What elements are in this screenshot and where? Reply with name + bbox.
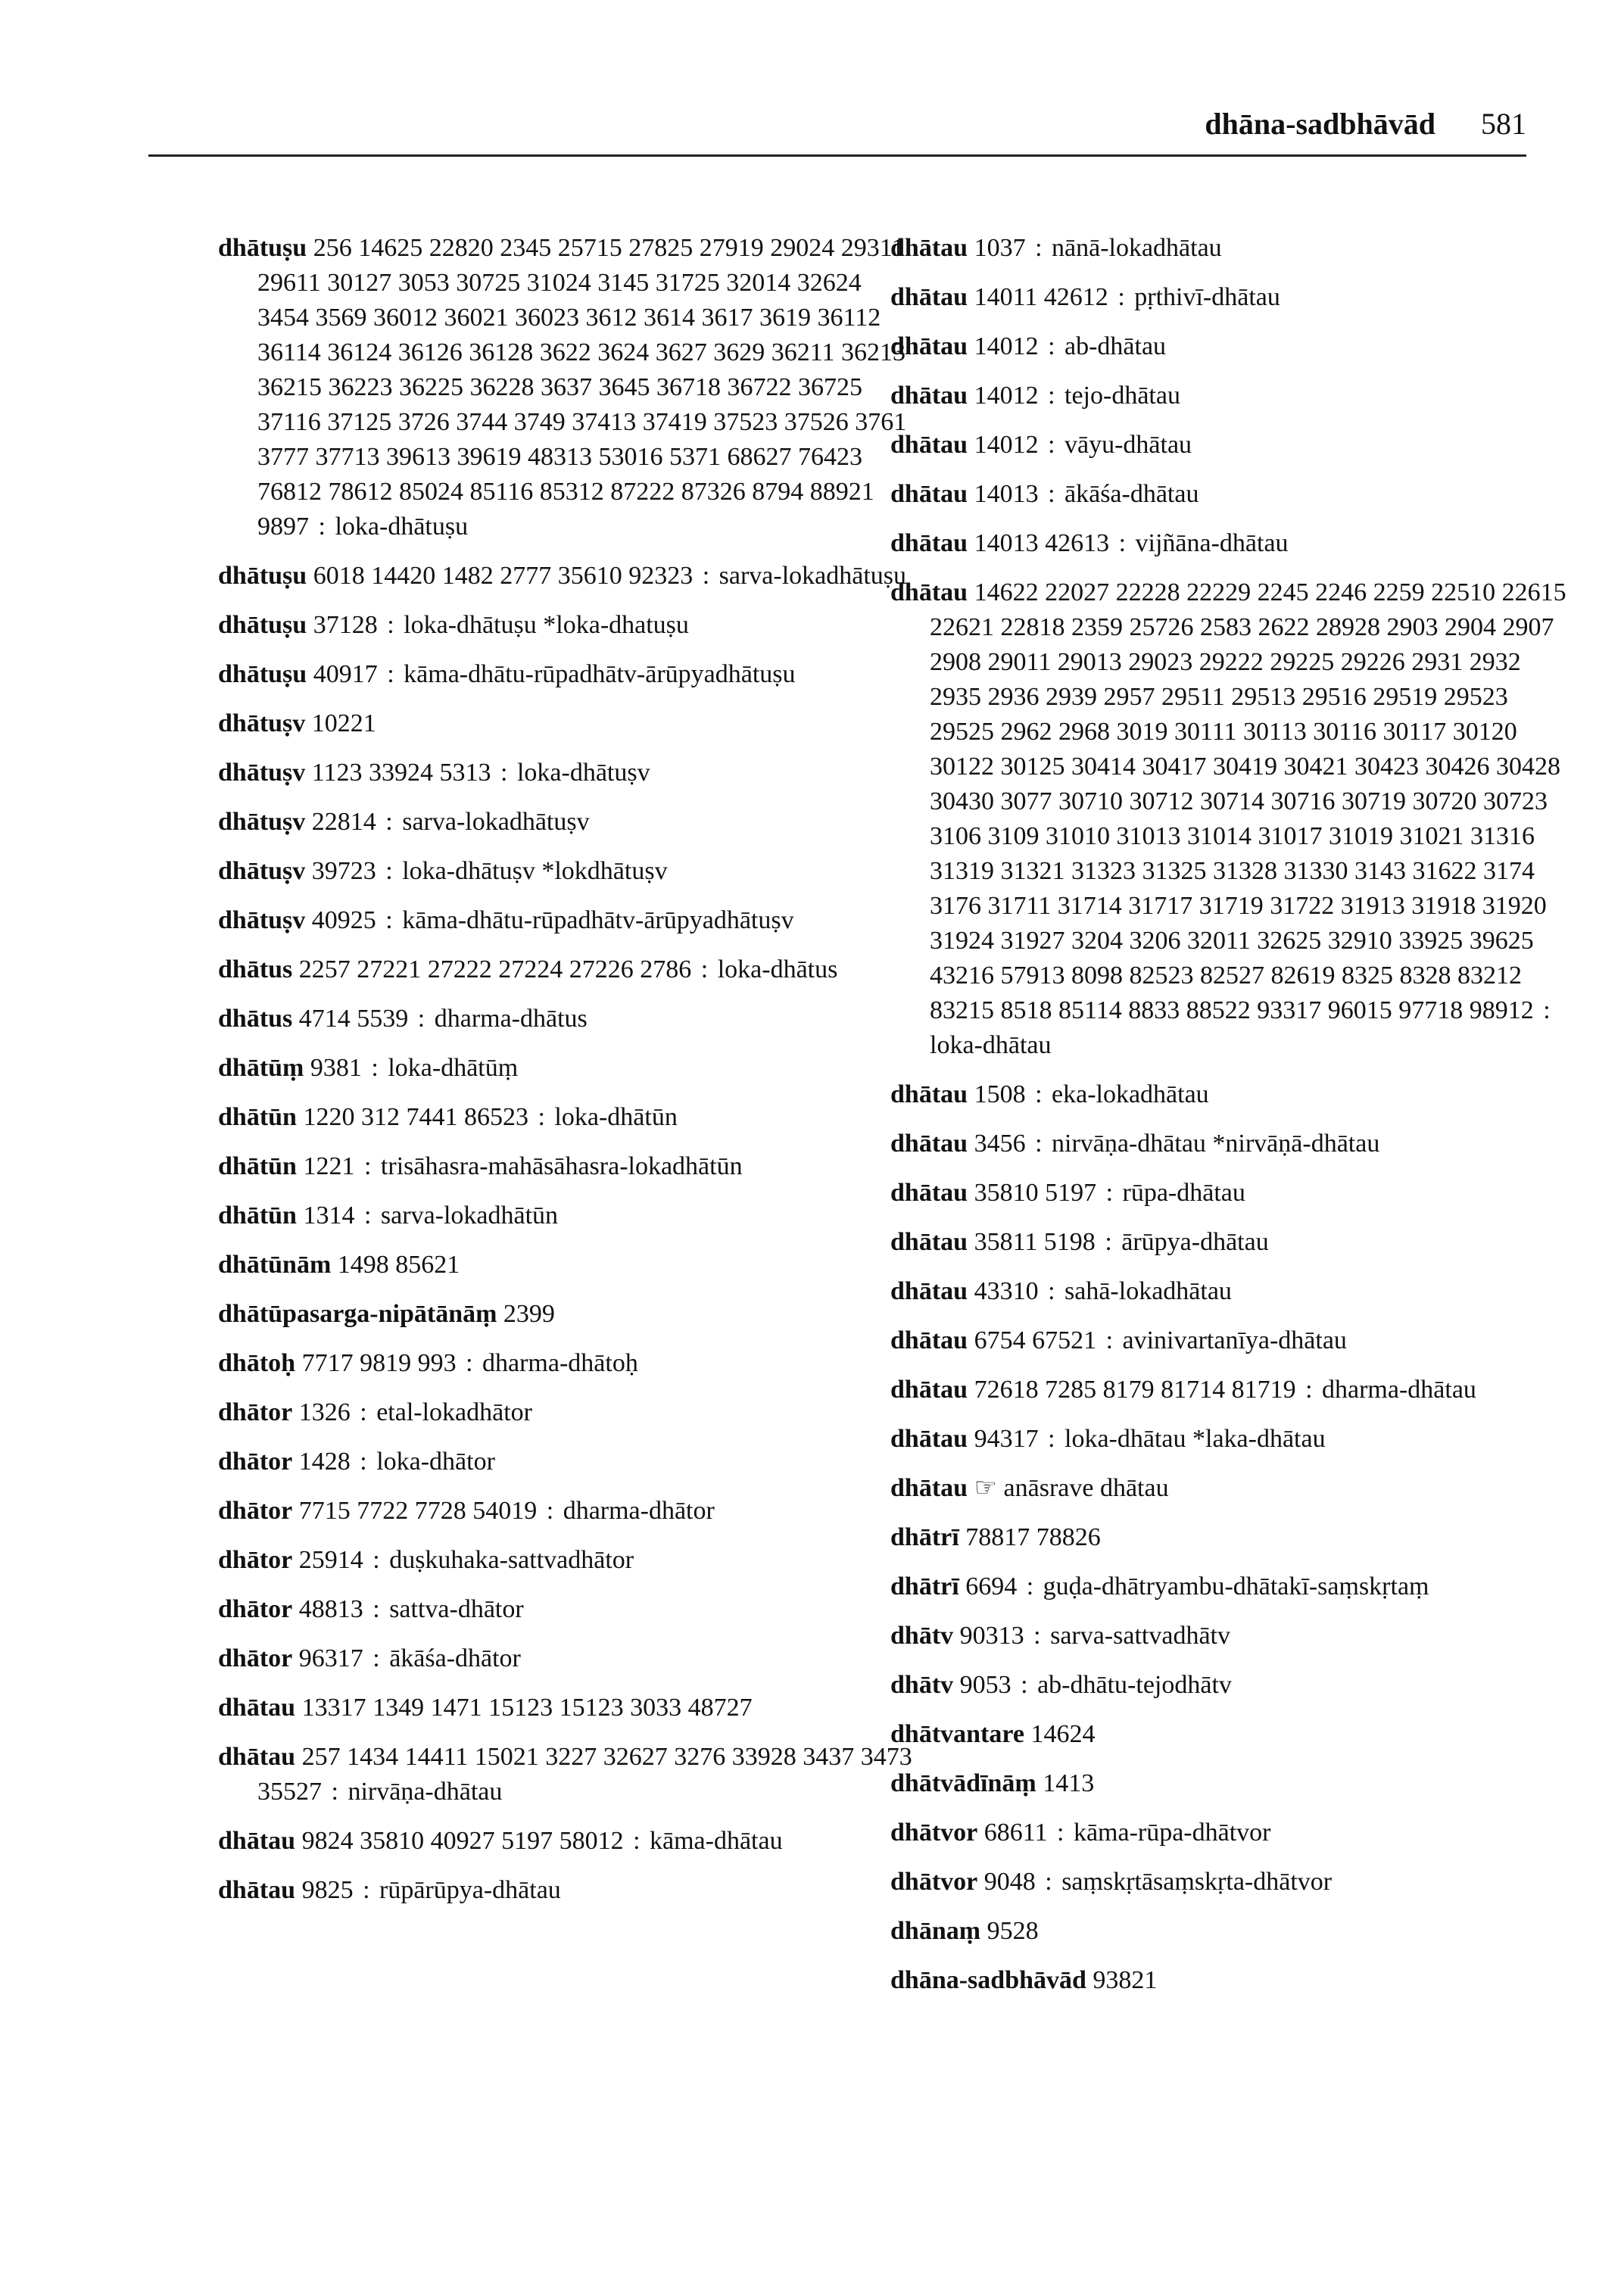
gloss-separator: :: [1027, 1622, 1048, 1650]
reference-list: 257 1434 14411 15021 3227 32627 3276 33928 3437 3473 35527: [257, 1743, 912, 1806]
gloss-text: vāyu-dhātau: [1064, 431, 1192, 459]
index-entry: [218, 854, 915, 889]
headword: dhātuṣu: [218, 562, 307, 590]
reference-list: 35810 5197: [974, 1179, 1097, 1207]
headword: dhātau: [218, 1876, 296, 1904]
gloss-separator: :: [357, 1152, 378, 1180]
reference-list: 9053: [959, 1671, 1011, 1699]
reference-list: 90313: [959, 1622, 1024, 1650]
index-entry: [890, 1766, 1572, 1801]
gloss-separator: :: [540, 1497, 560, 1525]
gloss-text: loka-dhātuṣv *lokdhātuṣv: [402, 857, 668, 885]
headword: dhātūn: [218, 1202, 297, 1230]
reference-list: 6018 14420 1482 2777 35610 92323: [313, 562, 694, 590]
gloss-separator: :: [626, 1827, 647, 1855]
index-entry: [218, 1297, 915, 1332]
gloss-text: loka-dhātau *laka-dhātau: [1064, 1425, 1326, 1453]
gloss-separator: :: [380, 611, 401, 639]
gloss-text: loka-dhātuṣu *loka-dhatuṣu: [404, 611, 689, 639]
headword: dhātau: [890, 1376, 968, 1404]
index-entry: [890, 1914, 1572, 1949]
headword: dhātau: [890, 1130, 968, 1158]
index-entry: [218, 1100, 915, 1135]
headword: dhātvor: [890, 1868, 978, 1896]
reference-list: 37128: [313, 611, 378, 639]
index-entry: [890, 231, 1572, 266]
headword: dhātau: [890, 1179, 968, 1207]
reference-list: 9381: [310, 1054, 362, 1082]
index-entry: [218, 1346, 915, 1381]
index-column-right: [890, 231, 1572, 2012]
headword: dhātor: [218, 1546, 293, 1574]
headword: dhātau: [890, 480, 968, 508]
reference-list: 10221: [311, 709, 376, 737]
gloss-text: sarva-lokadhātūn: [380, 1202, 559, 1230]
gloss-text: sarva-lokadhātuṣu: [718, 562, 907, 590]
gloss-text: kāma-dhātau: [650, 1827, 783, 1855]
reference-list: 94317: [974, 1425, 1039, 1453]
reference-list: 14012: [974, 431, 1039, 459]
headword: dhātuṣu: [218, 234, 307, 262]
headword: dhātuṣv: [218, 808, 306, 836]
reference-list: 1037: [974, 234, 1026, 262]
reference-list: 256 14625 22820 2345 25715 27825 27919 29024 29311 29611 30127 3053 30725 31024 3145 31725 32014 32624 3454 3569 36012 36021 36023 3612 3614 3617 3619 36112 36114 36124 36126 36128 3622 3624 3627 3629 36211 36213 36215 36223 36225 36228 3637 3645 36718 36722 36725 37116 37125 3726 3744 3749 37413 37419 37523 37526 3761 3777 37713 39613 39619 48313 53016 5371 68627 76423 76812 78612 85024 85116 85312 87222 87326 8794 88921 9897: [257, 234, 907, 541]
reference-list: 9824 35810 40927 5197 58012: [301, 1827, 624, 1855]
gloss-separator: :: [1028, 234, 1049, 262]
reference-list: 40917: [313, 660, 378, 688]
running-header: [148, 106, 1526, 157]
headword: dhātvor: [890, 1819, 978, 1847]
headword: dhātrī: [890, 1572, 959, 1601]
index-entry: [890, 1816, 1572, 1850]
reference-list: 35811 5198: [974, 1228, 1096, 1256]
headword: dhātau: [890, 1277, 968, 1305]
index-entry: [890, 1176, 1572, 1211]
index-entry: [890, 1865, 1572, 1900]
reference-list: 1508: [974, 1080, 1026, 1108]
index-entry: [218, 608, 915, 643]
gloss-text: ākāśa-dhātor: [389, 1644, 521, 1672]
index-column-left: [218, 231, 915, 1922]
gloss-text: rūpa-dhātau: [1122, 1179, 1245, 1207]
reference-list: 14012: [974, 382, 1039, 410]
gloss-text: loka-dhātūṃ: [388, 1054, 519, 1082]
index-entry: [218, 952, 915, 987]
gloss-text: kāma-dhātu-rūpadhātv-ārūpyadhātuṣv: [402, 906, 794, 934]
gloss-text: saṃskṛtāsaṃskṛta-dhātvor: [1061, 1868, 1333, 1896]
reference-list: 43310: [974, 1277, 1039, 1305]
index-entry: [890, 1422, 1572, 1457]
gloss-text: dharma-dhātoḥ: [482, 1349, 638, 1377]
gloss-text: avinivartanīya-dhātau: [1122, 1326, 1347, 1354]
gloss-text: ārūpya-dhātau: [1121, 1228, 1269, 1256]
index-entry: [890, 477, 1572, 512]
gloss-separator: :: [1041, 1425, 1062, 1453]
gloss-separator: :: [494, 759, 514, 787]
gloss-separator: :: [366, 1546, 387, 1574]
gloss-separator: :: [353, 1398, 374, 1426]
headword: dhātau: [890, 332, 968, 360]
index-entry: [890, 1668, 1572, 1703]
gloss-separator: :: [1099, 1326, 1120, 1354]
reference-list: 68611: [983, 1819, 1048, 1847]
reference-list: 25914: [298, 1546, 363, 1574]
reference-list: 1314: [303, 1202, 355, 1230]
gloss-separator: :: [1111, 283, 1132, 311]
gloss-text: dharma-dhātor: [563, 1497, 715, 1525]
index-entry: [218, 1543, 915, 1578]
gloss-text: loka-dhātuṣv: [516, 759, 650, 787]
reference-list: 14013 42613: [974, 529, 1110, 557]
headword: dhātūn: [218, 1152, 297, 1180]
index-entry: [218, 805, 915, 840]
index-entry: [218, 756, 915, 790]
headword: dhātor: [218, 1644, 293, 1672]
headword: dhātūṃ: [218, 1054, 304, 1082]
headword: dhātuṣu: [218, 660, 307, 688]
index-entry: [890, 575, 1572, 1063]
gloss-separator: :: [531, 1103, 552, 1131]
index-entry: [218, 706, 915, 741]
headword: dhātoḥ: [218, 1349, 296, 1377]
headword: dhātau: [890, 1425, 968, 1453]
reference-list: 6694: [965, 1572, 1018, 1601]
reference-list: 96317: [298, 1644, 363, 1672]
index-entry: [218, 1395, 915, 1430]
reference-list: 9528: [987, 1917, 1039, 1945]
headword: dhātor: [218, 1497, 293, 1525]
index-entry: [890, 329, 1572, 364]
headword: dhātau: [890, 382, 968, 410]
index-entry: [890, 1520, 1572, 1555]
gloss-separator: :: [1020, 1572, 1040, 1601]
gloss-text: ākāśa-dhātau: [1064, 480, 1199, 508]
index-entry: [218, 231, 915, 544]
gloss-separator: :: [1041, 332, 1062, 360]
index-entry: [218, 1873, 915, 1908]
index-entry: [890, 428, 1572, 463]
headword: dhātus: [218, 955, 293, 983]
reference-list: 72618 7285 8179 81714 81719: [974, 1376, 1296, 1404]
headword: dhātūpasarga-nipātānāṃ: [218, 1300, 497, 1328]
reference-list: 48813: [298, 1595, 363, 1623]
reference-list: 1428: [298, 1448, 351, 1476]
reference-list: 93821: [1093, 1966, 1158, 1994]
gloss-text: dharma-dhātus: [434, 1005, 588, 1033]
reference-list: 1220 312 7441 86523: [303, 1103, 528, 1131]
headword: dhātuṣv: [218, 906, 306, 934]
index-entry: [890, 1619, 1572, 1653]
index-entry: [218, 1641, 915, 1676]
headword: dhātūnām: [218, 1251, 332, 1279]
headword: dhātor: [218, 1398, 293, 1426]
reference-list: 9825: [301, 1876, 354, 1904]
index-entry: [890, 1127, 1572, 1161]
gloss-text: loka-dhātau: [930, 1031, 1052, 1059]
gloss-separator: :: [1041, 1277, 1062, 1305]
gloss-separator: :: [694, 955, 715, 983]
index-entry: [218, 1248, 915, 1283]
gloss-separator: :: [1050, 1819, 1071, 1847]
gloss-text: rūpārūpya-dhātau: [379, 1876, 561, 1904]
gloss-text: guḍa-dhātryambu-dhātakī-saṃskṛtaṃ: [1043, 1572, 1429, 1601]
gloss-text: eka-lokadhātau: [1052, 1080, 1209, 1108]
gloss-text: sarva-sattvadhātv: [1050, 1622, 1230, 1650]
gloss-separator: :: [379, 857, 400, 885]
index-entry: [218, 1002, 915, 1036]
headword: dhātus: [218, 1005, 293, 1033]
gloss-text: loka-dhātor: [376, 1448, 495, 1476]
headword: dhātv: [890, 1671, 954, 1699]
gloss-text: nirvāṇa-dhātau: [348, 1778, 503, 1806]
reference-list: 6754 67521: [974, 1326, 1097, 1354]
gloss-separator: :: [411, 1005, 432, 1033]
reference-list: 40925: [311, 906, 376, 934]
headword: dhātau: [890, 431, 968, 459]
gloss-separator: :: [1038, 1868, 1059, 1896]
reference-list: ☞ anāsrave dhātau: [974, 1474, 1169, 1502]
gloss-separator: :: [380, 660, 401, 688]
gloss-separator: :: [1028, 1130, 1049, 1158]
reference-list: 7717 9819 993: [301, 1349, 457, 1377]
gloss-separator: :: [312, 513, 332, 541]
headword: dhātau: [890, 529, 968, 557]
gloss-separator: :: [459, 1349, 480, 1377]
gloss-text: loka-dhātus: [717, 955, 838, 983]
headword: dhātūn: [218, 1103, 297, 1131]
index-entry: [218, 657, 915, 692]
gloss-separator: :: [696, 562, 716, 590]
headword: dhātuṣv: [218, 759, 306, 787]
index-entry: [890, 1323, 1572, 1358]
index-entry: [218, 1445, 915, 1479]
gloss-separator: :: [1098, 1228, 1119, 1256]
gloss-separator: :: [1298, 1376, 1320, 1404]
index-entry: [890, 280, 1572, 315]
headword: dhātau: [890, 283, 968, 311]
reference-list: 1413: [1043, 1769, 1095, 1797]
gloss-separator: :: [379, 906, 400, 934]
gloss-text: kāma-dhātu-rūpadhātv-ārūpyadhātuṣu: [404, 660, 796, 688]
index-entry: [218, 1740, 915, 1809]
index-entry: [218, 559, 915, 594]
gloss-separator: :: [366, 1595, 387, 1623]
headword: dhātau: [218, 1827, 296, 1855]
reference-list: 78817 78826: [965, 1523, 1101, 1551]
reference-list: 1123 33924 5313: [311, 759, 491, 787]
headword: dhātau: [218, 1694, 296, 1722]
gloss-text: loka-dhātuṣu: [335, 513, 469, 541]
index-entry: [218, 1592, 915, 1627]
reference-list: 1221: [303, 1152, 355, 1180]
gloss-separator: :: [364, 1054, 385, 1082]
reference-list: 1498 85621: [337, 1251, 460, 1279]
gloss-separator: :: [353, 1448, 374, 1476]
running-head-title: dhāna-sadbhāvād: [1205, 107, 1435, 141]
reference-list: 1326: [298, 1398, 351, 1426]
gloss-text: ab-dhātu-tejodhātv: [1037, 1671, 1232, 1699]
headword: dhātor: [218, 1595, 293, 1623]
index-entry: [890, 526, 1572, 561]
page-number: 581: [1481, 107, 1526, 141]
index-entry: [218, 1494, 915, 1529]
gloss-text: ab-dhātau: [1064, 332, 1167, 360]
headword: dhātau: [890, 1474, 968, 1502]
headword: dhāna-sadbhāvād: [890, 1966, 1086, 1994]
reference-list: 14012: [974, 332, 1039, 360]
gloss-separator: :: [1041, 431, 1062, 459]
headword: dhātau: [890, 578, 968, 606]
headword: dhātor: [218, 1448, 293, 1476]
reference-list: 39723: [311, 857, 376, 885]
gloss-separator: :: [1041, 382, 1062, 410]
reference-list: 14011 42612: [974, 283, 1108, 311]
gloss-text: tejo-dhātau: [1064, 382, 1180, 410]
index-entry: [890, 1373, 1572, 1407]
index-entry: [218, 1149, 915, 1184]
gloss-separator: :: [366, 1644, 387, 1672]
gloss-separator: :: [1536, 996, 1551, 1024]
gloss-text: nānā-lokadhātau: [1052, 234, 1222, 262]
gloss-text: sahā-lokadhātau: [1064, 1277, 1232, 1305]
reference-list: 2257 27221 27222 27224 27226 2786: [298, 955, 692, 983]
index-entry: [890, 1077, 1572, 1112]
gloss-text: sarva-lokadhātuṣv: [402, 808, 590, 836]
reference-list: 22814: [311, 808, 376, 836]
reference-list: 2399: [503, 1300, 555, 1328]
headword: dhātuṣv: [218, 709, 306, 737]
gloss-text: loka-dhātūn: [554, 1103, 678, 1131]
reference-list: 13317 1349 1471 15123 15123 3033 48727: [301, 1694, 753, 1722]
index-entry: [890, 1963, 1572, 1998]
headword: dhātuṣv: [218, 857, 306, 885]
gloss-text: sattva-dhātor: [389, 1595, 524, 1623]
gloss-separator: :: [1014, 1671, 1035, 1699]
headword: dhātv: [890, 1622, 954, 1650]
gloss-text: trisāhasra-mahāsāhasra-lokadhātūn: [380, 1152, 743, 1180]
gloss-separator: :: [1099, 1179, 1120, 1207]
gloss-text: pṛthivī-dhātau: [1134, 283, 1280, 311]
gloss-separator: :: [325, 1778, 345, 1806]
gloss-separator: :: [379, 808, 400, 836]
reference-list: 4714 5539: [298, 1005, 409, 1033]
headword: dhātuṣu: [218, 611, 307, 639]
gloss-text: duṣkuhaka-sattvadhātor: [389, 1546, 634, 1574]
gloss-separator: :: [1041, 480, 1062, 508]
reference-list: 14013: [974, 480, 1039, 508]
index-entry: [218, 903, 915, 938]
headword: dhātvādīnāṃ: [890, 1769, 1036, 1797]
gloss-separator: :: [356, 1876, 377, 1904]
gloss-text: dharma-dhātau: [1322, 1376, 1476, 1404]
index-entry: [890, 1225, 1572, 1260]
headword: dhātau: [890, 1080, 968, 1108]
reference-list: 14624: [1030, 1720, 1096, 1748]
headword: dhātrī: [890, 1523, 959, 1551]
headword: dhātvantare: [890, 1720, 1024, 1748]
index-entry: [218, 1691, 915, 1725]
index-entry: [890, 1717, 1572, 1752]
gloss-separator: :: [1028, 1080, 1049, 1108]
gloss-text: vijñāna-dhātau: [1135, 529, 1289, 557]
headword: dhātau: [890, 234, 968, 262]
index-entry: [890, 1569, 1572, 1604]
index-entry: [890, 379, 1572, 413]
gloss-text: kāma-rūpa-dhātvor: [1073, 1819, 1271, 1847]
gloss-text: etal-lokadhātor: [376, 1398, 532, 1426]
reference-list: 3456: [974, 1130, 1026, 1158]
index-entry: [218, 1824, 915, 1859]
gloss-separator: :: [1112, 529, 1133, 557]
reference-list: 14622 22027 22228 22229 2245 2246 2259 22510 22615 22621 22818 2359 25726 2583 2622 28928 2903 2904 2907 2908 29011 29013 29023 29222 29225 29226 2931 2932 2935 2936 2939 2957 29511 29513 29516 29519 29523 29525 2962 2968 3019 30111 30113 30116 30117 30120 30122 30125 30414 30417 30419 30421 30423 30426 30428 30430 3077 30710 30712 30714 30716 30719 30720 30723 3106 3109 31010 31013 31014 31017 31019 31021 31316 31319 31321 31323 31325 31328 31330 3143 31622 3174 3176 31711 31714 31717 31719 31722 31913 31918 31920 31924 31927 3204 3206 32011 32625 32910 33925 39625 43216 57913 8098 82523 82527 82619 8325 8328 83212 83215 8518 85114 8833 88522 93317 96015 97718 98912: [930, 578, 1566, 1024]
index-entry: [890, 1274, 1572, 1309]
gloss-separator: :: [357, 1202, 378, 1230]
reference-list: 9048: [983, 1868, 1036, 1896]
headword: dhātau: [890, 1228, 968, 1256]
index-entry: [218, 1198, 915, 1233]
headword: dhātau: [890, 1326, 968, 1354]
headword: dhānaṃ: [890, 1917, 981, 1945]
index-entry: [890, 1471, 1572, 1506]
headword: dhātau: [218, 1743, 296, 1771]
index-entry: [218, 1051, 915, 1086]
gloss-text: nirvāṇa-dhātau *nirvāṇā-dhātau: [1052, 1130, 1380, 1158]
reference-list: 7715 7722 7728 54019: [298, 1497, 538, 1525]
